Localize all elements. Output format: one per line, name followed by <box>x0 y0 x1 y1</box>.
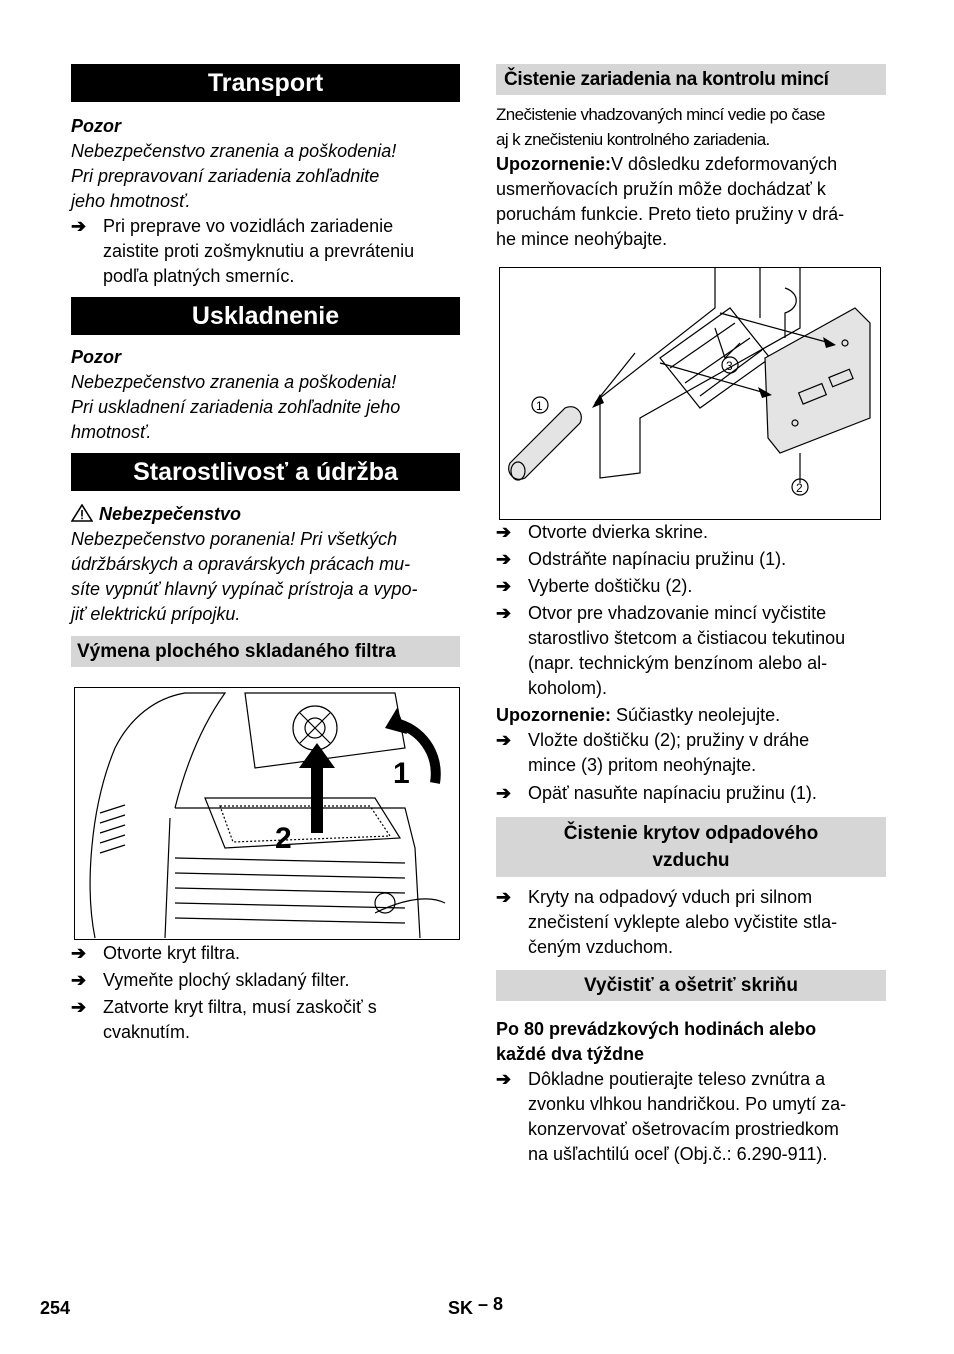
heading-storage: Uskladnenie <box>71 297 460 335</box>
bullet-line: Kryty na odpadový vduch pri silnom <box>528 887 813 907</box>
note-line: he mince neohýbajte. <box>496 229 668 249</box>
warning-line: hmotnosť. <box>71 422 152 442</box>
coin-illustration <box>500 268 880 519</box>
caution-label: Pozor <box>71 347 122 367</box>
figure-label: 1 <box>393 757 410 790</box>
danger-line: údržbárskych a opravárskych prácach mu- <box>71 554 411 574</box>
bullet-item <box>496 574 886 599</box>
figure-label: 2 <box>275 822 292 855</box>
note-text: Súčiastky neolejujte. <box>611 705 781 725</box>
page-number: 254 <box>40 1298 71 1318</box>
subheading-line: Po 80 prevádzkových hodinách alebo <box>496 1019 817 1039</box>
footer-section <box>448 1294 504 1319</box>
bullet-line: zaistite proti zošmyknutiu a prevráteniu <box>103 241 415 261</box>
bullet-line: mince (3) pritom neohýnajte. <box>528 755 757 775</box>
heading-cabinet: Vyčistiť a ošetriť skriňu <box>496 970 886 1001</box>
note-line: poruchám funkcie. Preto tieto pružiny v drá- <box>496 204 845 224</box>
heading-line: Čistenie krytov odpadového <box>563 823 819 844</box>
bullet-item <box>71 214 460 289</box>
note-line <box>496 152 886 177</box>
bullet-line: konzervovať ošetrovacím prostriedkom <box>528 1119 839 1139</box>
coin-figure <box>499 267 881 520</box>
bullet-line: Otvorte dvierka skrine. <box>528 522 709 542</box>
bullet-line: Opäť nasuňte napínaciu pružinu (1). <box>528 783 817 803</box>
filter-illustration <box>75 688 459 939</box>
figure-label: 3 <box>726 359 733 373</box>
bullet-line: starostlivo štetcom a čistiacou tekutinou <box>528 628 846 648</box>
footer-section-number: – 8 <box>478 1294 504 1314</box>
bullet-item <box>496 1067 886 1167</box>
arrow-icon: ➔ <box>496 603 512 623</box>
bullet-item <box>496 520 886 545</box>
note-text: V dôsledku zdeformovaných <box>611 154 838 174</box>
bullet-line: Otvorte kryt filtra. <box>103 943 241 963</box>
arrow-icon: ➔ <box>496 576 512 596</box>
heading-care: Starostlivosť a údržba <box>71 453 460 491</box>
arrow-icon: ➔ <box>496 730 512 750</box>
heading-exhaust <box>496 817 886 877</box>
right-column <box>496 64 886 1167</box>
arrow-icon: ➔ <box>496 783 512 803</box>
bullet-line: cvaknutím. <box>103 1022 191 1042</box>
bullet-item <box>496 601 886 701</box>
arrow-icon: ➔ <box>71 997 87 1017</box>
warning-line: jeho hmotnosť. <box>71 191 191 211</box>
intro-line: aj k znečisteniu kontrolného zariadenia. <box>496 130 770 149</box>
bullet-line: na ušľachtilú oceľ (Obj.č.: 6.290-911). <box>528 1144 828 1164</box>
bullet-item <box>496 728 886 778</box>
bullet-line: Vymeňte plochý skladaný filter. <box>103 970 350 990</box>
warning-triangle-icon <box>71 504 93 522</box>
bullet-item <box>71 941 460 966</box>
arrow-icon: ➔ <box>71 943 87 963</box>
bullet-line: Dôkladne poutierajte teleso zvnútra a <box>528 1069 826 1089</box>
arrow-icon: ➔ <box>71 216 87 236</box>
note-line: usmerňovacích pružín môže dochádzať k <box>496 179 826 199</box>
caution-label: Pozor <box>71 116 122 136</box>
bullet-line: Vložte doštičku (2); pružiny v dráhe <box>528 730 810 750</box>
bullet-line: koholom). <box>528 678 608 698</box>
bullet-line: Otvor pre vhadzovanie mincí vyčistite <box>528 603 827 623</box>
danger-line: Nebezpečenstvo poranenia! Pri všetkých <box>71 529 398 549</box>
bullet-line: podľa platných smerníc. <box>103 266 295 286</box>
note-line <box>496 703 886 728</box>
heading-coin: Čistenie zariadenia na kontrolu mincí <box>496 64 886 95</box>
filter-figure <box>74 687 460 940</box>
arrow-icon: ➔ <box>496 1069 512 1089</box>
heading-line: vzduchu <box>652 850 730 871</box>
bullet-item <box>71 968 460 993</box>
figure-label: 2 <box>796 481 803 495</box>
bullet-item <box>496 885 886 960</box>
danger-text: Nebezpečenstvo <box>99 504 242 524</box>
bullet-line: zvonku vlhkou handričkou. Po umytí za- <box>528 1094 847 1114</box>
bullet-line: Zatvorte kryt filtra, musí zaskočiť s <box>103 997 377 1017</box>
bullet-item <box>71 995 460 1045</box>
bullet-line: Odstráňte napínaciu pružinu (1). <box>528 549 787 569</box>
warning-line: Nebezpečenstvo zranenia a poškodenia! <box>71 372 397 392</box>
warning-line: Pri uskladnení zariadenia zohľadnite jeho <box>71 397 401 417</box>
heading-transport: Transport <box>71 64 460 102</box>
footer-language: SK <box>448 1298 474 1318</box>
danger-line: síte vypnúť hlavný vypínač prístroja a vypo- <box>71 579 418 599</box>
bullet-line: Vyberte doštičku (2). <box>528 576 693 596</box>
arrow-icon: ➔ <box>496 522 512 542</box>
bullet-line: (napr. technickým benzínom alebo al- <box>528 653 828 673</box>
note-label: Upozornenie: <box>496 705 611 725</box>
arrow-icon: ➔ <box>496 549 512 569</box>
danger-label <box>71 502 460 527</box>
note-label: Upozornenie: <box>496 154 611 174</box>
bullet-item <box>496 781 886 806</box>
left-column <box>71 64 460 1045</box>
bullet-line: čeným vzduchom. <box>528 937 674 957</box>
intro-line: Znečistenie vhadzovaných mincí vedie po čase <box>496 105 825 124</box>
bullet-line: Pri preprave vo vozidlách zariadenie <box>103 216 394 236</box>
arrow-icon: ➔ <box>496 887 512 907</box>
warning-line: Pri prepravovaní zariadenia zohľadnite <box>71 166 380 186</box>
bullet-item <box>496 547 886 572</box>
figure-label: 1 <box>536 399 543 413</box>
warning-line: Nebezpečenstvo zranenia a poškodenia! <box>71 141 397 161</box>
heading-filter: Výmena plochého skladaného filtra <box>71 636 460 667</box>
arrow-icon: ➔ <box>71 970 87 990</box>
danger-line: jiť elektrickú prípojku. <box>71 604 241 624</box>
bullet-line: znečistení vyklepte alebo vyčistite stla- <box>528 912 838 932</box>
subheading-line: každé dva týždne <box>496 1044 645 1064</box>
